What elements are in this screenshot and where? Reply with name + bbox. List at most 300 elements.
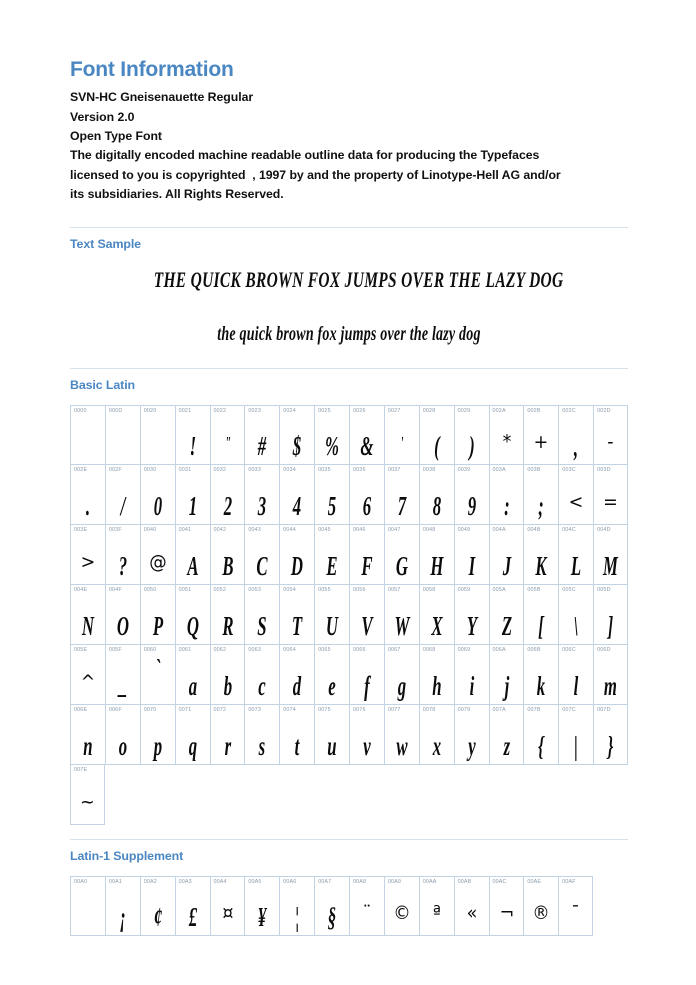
glyph-cell-007A (489, 705, 524, 765)
glyph-code-label: 00A4 (213, 878, 227, 885)
glyph-code-label: 0024 (283, 407, 296, 414)
glyph-cell-005C (558, 585, 593, 645)
glyph-character: @ (148, 550, 167, 573)
glyph-character: G (395, 550, 408, 581)
glyph-character: k (537, 670, 546, 701)
glyph-cell-0057 (384, 585, 419, 645)
font-metadata-line: its subsidiaries. All Rights Reserved. (70, 187, 284, 202)
glyph-code-label: 0031 (178, 466, 192, 473)
glyph-cell-0045 (314, 525, 349, 585)
glyph-cell-0043 (244, 525, 279, 585)
glyph-code-label: 003F (108, 526, 122, 533)
glyph-cell-0052 (210, 585, 245, 645)
glyph-cell-00A0 (70, 876, 105, 936)
glyph-cell-003A (489, 465, 524, 525)
glyph-code-label: 006C (562, 646, 576, 653)
glyph-code-label: 0078 (422, 706, 436, 713)
glyph-cell-0075 (314, 705, 349, 765)
glyph-character: r (224, 730, 231, 761)
glyph-cell-0058 (419, 585, 454, 645)
glyph-cell-0064 (279, 645, 314, 705)
glyph-code-label: 005D (597, 586, 611, 593)
glyph-cell-0067 (384, 645, 419, 705)
glyph-character: ª (432, 901, 441, 924)
glyph-cell-0044 (279, 525, 314, 585)
glyph-cell-0049 (454, 525, 489, 585)
glyph-code-label: 007C (562, 706, 576, 713)
glyph-character: q (188, 730, 197, 761)
glyph-code-label: 006E (74, 706, 88, 713)
glyph-code-label: 0064 (283, 646, 296, 653)
glyph-code-label: 0066 (353, 646, 366, 653)
glyph-character: n (83, 730, 93, 761)
glyph-code-label: 00AB (457, 878, 472, 885)
glyph-cell-0024 (279, 405, 314, 465)
section-heading-basic-latin: Basic Latin (70, 377, 136, 392)
glyph-code-label: 0023 (248, 407, 261, 414)
glyph-cell-004D (593, 525, 628, 585)
glyph-character: 6 (362, 490, 372, 521)
glyph-character: _ (118, 668, 127, 699)
glyph-character: F (361, 550, 373, 581)
glyph-character: ( (433, 430, 440, 461)
glyph-code-label: 0043 (248, 526, 261, 533)
glyph-grid-row (70, 405, 628, 465)
glyph-code-label: 0055 (318, 586, 331, 593)
glyph-character: ¬ (499, 901, 514, 924)
glyph-cell-0042 (210, 525, 245, 585)
glyph-character: j (504, 670, 509, 701)
glyph-cell-0073 (244, 705, 279, 765)
glyph-cell-003E (70, 525, 105, 585)
glyph-character: : (503, 490, 510, 521)
glyph-cell-0063 (244, 645, 279, 705)
glyph-cell-0026 (349, 405, 384, 465)
text-sample-uppercase: THE QUICK BROWN FOX JUMPS OVER THE LAZY DOG (153, 266, 564, 292)
glyph-cell-0039 (454, 465, 489, 525)
glyph-code-label: 0025 (318, 407, 331, 414)
glyph-character: I (468, 550, 475, 581)
glyph-character: h (432, 670, 442, 701)
glyph-code-label: 0079 (457, 706, 471, 713)
glyph-character: ' (400, 432, 404, 452)
glyph-code-label: 0021 (178, 407, 192, 414)
glyph-character: ! (189, 430, 196, 461)
glyph-character: Y (466, 610, 477, 641)
glyph-character: * (502, 430, 511, 453)
glyph-character: = (603, 490, 618, 513)
glyph-code-label: 002A (492, 407, 506, 414)
glyph-cell-0047 (384, 525, 419, 585)
glyph-cell-0021 (175, 405, 210, 465)
glyph-cell-0035 (314, 465, 349, 525)
glyph-character: x (432, 730, 441, 761)
glyph-character: ] (607, 610, 614, 641)
glyph-code-label: 00AA (422, 878, 437, 885)
glyph-code-label: 0022 (213, 407, 227, 414)
glyph-code-label: 005B (527, 586, 541, 593)
glyph-code-label: 00A3 (178, 878, 192, 885)
glyph-grid-row (70, 585, 628, 645)
glyph-code-label: 0050 (143, 586, 157, 593)
glyph-character: } (607, 730, 614, 761)
glyph-character: 7 (397, 490, 406, 521)
glyph-code-label: 0034 (283, 466, 296, 473)
glyph-cell-007B (523, 705, 558, 765)
glyph-grid-row (70, 465, 628, 525)
glyph-code-label: 00AF (562, 878, 576, 885)
glyph-character: S (257, 610, 267, 641)
glyph-code-label: 0062 (213, 646, 227, 653)
glyph-cell-0070 (140, 705, 175, 765)
text-sample-lowercase: the quick brown fox jumps over the lazy dog (217, 322, 481, 345)
glyph-code-label: 0028 (422, 407, 436, 414)
glyph-character: 2 (223, 490, 232, 521)
glyph-character: f (364, 670, 370, 701)
glyph-code-label: 003C (562, 466, 576, 473)
glyph-cell-006D (593, 645, 628, 705)
glyph-code-label: 0057 (387, 586, 401, 593)
glyph-character: & (360, 430, 374, 461)
glyph-cell-00AB (454, 876, 489, 936)
glyph-character: m (604, 670, 618, 701)
glyph-code-label: 0059 (457, 586, 471, 593)
glyph-character: c (258, 670, 267, 701)
glyph-cell-007D (593, 705, 628, 765)
glyph-code-label: 00A7 (318, 878, 332, 885)
glyph-cell-007E (70, 765, 105, 825)
font-metadata-block (70, 88, 628, 204)
glyph-cell-0000 (70, 405, 105, 465)
glyph-character: « (466, 901, 477, 924)
glyph-character: ® (532, 901, 551, 924)
glyph-cell-00A6 (279, 876, 314, 936)
glyph-cell-0029 (454, 405, 489, 465)
glyph-code-label: 0033 (248, 466, 261, 473)
glyph-character: O (116, 610, 129, 641)
glyph-character: 3 (258, 490, 267, 521)
glyph-cell-003D (593, 465, 628, 525)
glyph-cell-00A2 (140, 876, 175, 936)
glyph-character: 8 (432, 490, 441, 521)
glyph-code-label: 00AC (492, 878, 507, 885)
glyph-character: B (221, 550, 234, 581)
glyph-grid-basic-latin (70, 392, 628, 839)
glyph-code-label: 00A5 (248, 878, 262, 885)
glyph-code-label: 006D (597, 646, 611, 653)
glyph-cell-0078 (419, 705, 454, 765)
glyph-cell-0079 (454, 705, 489, 765)
glyph-character: < (568, 490, 584, 513)
glyph-character: u (327, 730, 337, 761)
glyph-grid-row (70, 876, 628, 936)
glyph-character: b (223, 670, 232, 701)
glyph-code-label: 002E (74, 466, 88, 473)
glyph-cell-0025 (314, 405, 349, 465)
glyph-code-label: 0058 (422, 586, 436, 593)
glyph-code-label: 0073 (248, 706, 261, 713)
glyph-cell-00A7 (314, 876, 349, 936)
glyph-character: i (469, 670, 474, 701)
glyph-character: ~ (80, 790, 95, 813)
glyph-code-label: 0044 (283, 526, 296, 533)
text-sample-area (70, 251, 628, 368)
glyph-cell-0068 (419, 645, 454, 705)
glyph-character: H (430, 550, 444, 581)
glyph-code-label: 0039 (457, 466, 471, 473)
glyph-cell-0062 (210, 645, 245, 705)
section-latin1-supplement (70, 839, 628, 950)
glyph-cell-0030 (140, 465, 175, 525)
glyph-character: T (292, 610, 303, 641)
glyph-code-label: 00A1 (108, 878, 123, 885)
glyph-code-label: 0041 (178, 526, 192, 533)
glyph-character: § (327, 901, 337, 932)
glyph-character: V (361, 610, 373, 641)
glyph-code-label: 0063 (248, 646, 261, 653)
glyph-cell-002A (489, 405, 524, 465)
glyph-character: o (118, 730, 127, 761)
glyph-character: K (535, 550, 547, 581)
section-heading-latin1-supplement: Latin-1 Supplement (70, 848, 184, 863)
glyph-cell-0020 (140, 405, 175, 465)
glyph-character: z (503, 730, 510, 761)
glyph-character: , (574, 431, 579, 462)
glyph-code-label: 004F (108, 586, 122, 593)
glyph-code-label: 0068 (422, 646, 436, 653)
glyph-cell-0059 (454, 585, 489, 645)
glyph-character: N (81, 610, 94, 641)
glyph-code-label: 0027 (387, 407, 401, 414)
section-heading-text-sample: Text Sample (70, 236, 141, 251)
glyph-code-label: 0046 (353, 526, 366, 533)
glyph-character: s (259, 730, 266, 761)
glyph-code-label: 002D (597, 407, 611, 414)
glyph-character: y (467, 730, 476, 761)
glyph-cell-00AA (419, 876, 454, 936)
glyph-character: % (325, 430, 340, 461)
glyph-cell-004B (523, 525, 558, 585)
glyph-cell-002B (523, 405, 558, 465)
glyph-character: L (571, 550, 582, 581)
glyph-code-label: 00A8 (353, 878, 367, 885)
glyph-cell-0054 (279, 585, 314, 645)
glyph-character: D (291, 550, 304, 581)
glyph-code-label: 0056 (353, 586, 366, 593)
glyph-character: 1 (188, 490, 197, 521)
glyph-cell-004A (489, 525, 524, 585)
glyph-cell-00AE (523, 876, 558, 936)
glyph-code-label: 0077 (387, 706, 401, 713)
glyph-code-label: 0000 (74, 407, 87, 414)
glyph-cell-0037 (384, 465, 419, 525)
glyph-code-label: 0069 (457, 646, 471, 653)
glyph-grid-row (70, 525, 628, 585)
glyph-cell-002C (558, 405, 593, 465)
glyph-character: ) (468, 430, 475, 461)
glyph-code-label: 003A (492, 466, 506, 473)
glyph-code-label: 0038 (422, 466, 436, 473)
glyph-cell-005D (593, 585, 628, 645)
glyph-code-label: 006F (108, 706, 122, 713)
glyph-character: | (574, 730, 579, 761)
glyph-character: W (394, 610, 410, 641)
glyph-code-label: 005C (562, 586, 576, 593)
glyph-cell-0033 (244, 465, 279, 525)
glyph-cell-00A5 (244, 876, 279, 936)
glyph-character: P (152, 610, 163, 641)
glyph-code-label: 000D (108, 407, 123, 414)
glyph-code-label: 0020 (143, 407, 157, 414)
glyph-character: ` (154, 653, 161, 684)
glyph-character: g (397, 670, 406, 701)
glyph-cell-00AC (489, 876, 524, 936)
glyph-character: w (396, 730, 408, 761)
glyph-character: M (603, 550, 619, 581)
glyph-character: ^ (80, 670, 96, 693)
font-metadata-line: SVN-HC Gneisenauette Regular (70, 90, 254, 105)
glyph-code-label: 004C (562, 526, 576, 533)
glyph-code-label: 007D (597, 706, 611, 713)
glyph-cell-00A1 (105, 876, 140, 936)
glyph-character: E (326, 550, 338, 581)
glyph-code-label: 0070 (143, 706, 157, 713)
glyph-character: ; (538, 490, 545, 521)
glyph-code-label: 007E (74, 766, 88, 773)
glyph-character: 0 (153, 490, 162, 521)
glyph-character: e (328, 670, 336, 701)
glyph-character: ¤ (221, 901, 234, 924)
glyph-cell-0061 (175, 645, 210, 705)
glyph-grid-row (70, 765, 628, 825)
glyph-character: U (326, 610, 339, 641)
glyph-cell-0046 (349, 525, 384, 585)
glyph-character: { (538, 730, 545, 761)
glyph-cell-002F (105, 465, 140, 525)
glyph-character: d (293, 670, 302, 701)
glyph-cell-0022 (210, 405, 245, 465)
glyph-code-label: 00A9 (387, 878, 402, 885)
glyph-cell-005F (105, 645, 140, 705)
glyph-code-label: 0052 (213, 586, 227, 593)
glyph-cell-004F (105, 585, 140, 645)
glyph-character: l (573, 670, 579, 701)
glyph-character: [ (538, 610, 545, 641)
glyph-character: © (393, 901, 411, 924)
glyph-cell-0065 (314, 645, 349, 705)
glyph-character: ¥ (258, 901, 267, 932)
glyph-cell-0055 (314, 585, 349, 645)
glyph-character: v (363, 730, 371, 761)
glyph-code-label: 00A0 (74, 878, 88, 885)
glyph-code-label: 0051 (178, 586, 192, 593)
glyph-code-label: 002F (108, 466, 122, 473)
glyph-grid-row (70, 705, 628, 765)
glyph-cell-00A8 (349, 876, 384, 936)
glyph-code-label: 00AE (527, 878, 542, 885)
glyph-code-label: 0047 (387, 526, 401, 533)
glyph-code-label: 0049 (457, 526, 471, 533)
font-metadata-line: The digitally encoded machine readable outline data for producing the Typefaces (70, 148, 540, 163)
glyph-cell-0038 (419, 465, 454, 525)
glyph-code-label: 00A6 (283, 878, 297, 885)
glyph-character: " (224, 432, 231, 452)
glyph-character: A (186, 550, 199, 581)
glyph-cell-0031 (175, 465, 210, 525)
glyph-cell-0069 (454, 645, 489, 705)
glyph-grid-latin1-supplement (70, 863, 628, 950)
glyph-cell-0028 (419, 405, 454, 465)
glyph-code-label: 0036 (353, 466, 366, 473)
glyph-cell-0023 (244, 405, 279, 465)
glyph-cell-005B (523, 585, 558, 645)
glyph-cell-003C (558, 465, 593, 525)
glyph-character: X (431, 610, 443, 641)
glyph-code-label: 005F (108, 646, 122, 653)
glyph-cell-00AF (558, 876, 593, 936)
glyph-character: # (258, 430, 267, 461)
glyph-cell-0053 (244, 585, 279, 645)
glyph-code-label: 005E (74, 646, 88, 653)
glyph-cell-0034 (279, 465, 314, 525)
glyph-character: $ (293, 430, 302, 461)
glyph-character: Z (501, 610, 512, 641)
glyph-cell-006E (70, 705, 105, 765)
glyph-cell-006F (105, 705, 140, 765)
glyph-cell-002E (70, 465, 105, 525)
font-metadata-line: Open Type Font (70, 128, 162, 143)
glyph-character: / (120, 490, 126, 521)
glyph-cell-005E (70, 645, 105, 705)
glyph-cell-0048 (419, 525, 454, 585)
font-metadata-line: Version 2.0 (70, 109, 135, 124)
glyph-code-label: 0054 (283, 586, 296, 593)
glyph-character: C (256, 550, 268, 581)
glyph-code-label: 006B (527, 646, 541, 653)
glyph-code-label: 0040 (143, 526, 157, 533)
glyph-character: ¦ (295, 901, 300, 932)
glyph-code-label: 0045 (318, 526, 331, 533)
glyph-cell-00A3 (175, 876, 210, 936)
glyph-character: ? (118, 550, 127, 581)
glyph-code-label: 007B (527, 706, 541, 713)
glyph-code-label: 0076 (353, 706, 366, 713)
glyph-cell-0060 (140, 645, 175, 705)
glyph-code-label: 0026 (353, 407, 366, 414)
glyph-character: 5 (327, 490, 337, 521)
glyph-code-label: 0072 (213, 706, 227, 713)
section-basic-latin (70, 368, 628, 839)
glyph-character: - (607, 430, 614, 453)
glyph-cell-0032 (210, 465, 245, 525)
glyph-code-label: 0061 (178, 646, 192, 653)
glyph-character: J (502, 550, 511, 581)
glyph-character: £ (188, 901, 197, 932)
glyph-code-label: 005A (492, 586, 506, 593)
glyph-character: ¡ (119, 901, 127, 932)
glyph-cell-0036 (349, 465, 384, 525)
glyph-character: t (294, 730, 300, 761)
glyph-cell-004C (558, 525, 593, 585)
glyph-character: ¢ (153, 901, 162, 932)
glyph-code-label: 0048 (422, 526, 436, 533)
glyph-code-label: 003B (527, 466, 541, 473)
glyph-code-label: 0067 (387, 646, 401, 653)
glyph-code-label: 0035 (318, 466, 331, 473)
glyph-character: . (85, 490, 91, 521)
glyph-cell-000D (105, 405, 140, 465)
glyph-character: a (188, 670, 197, 701)
